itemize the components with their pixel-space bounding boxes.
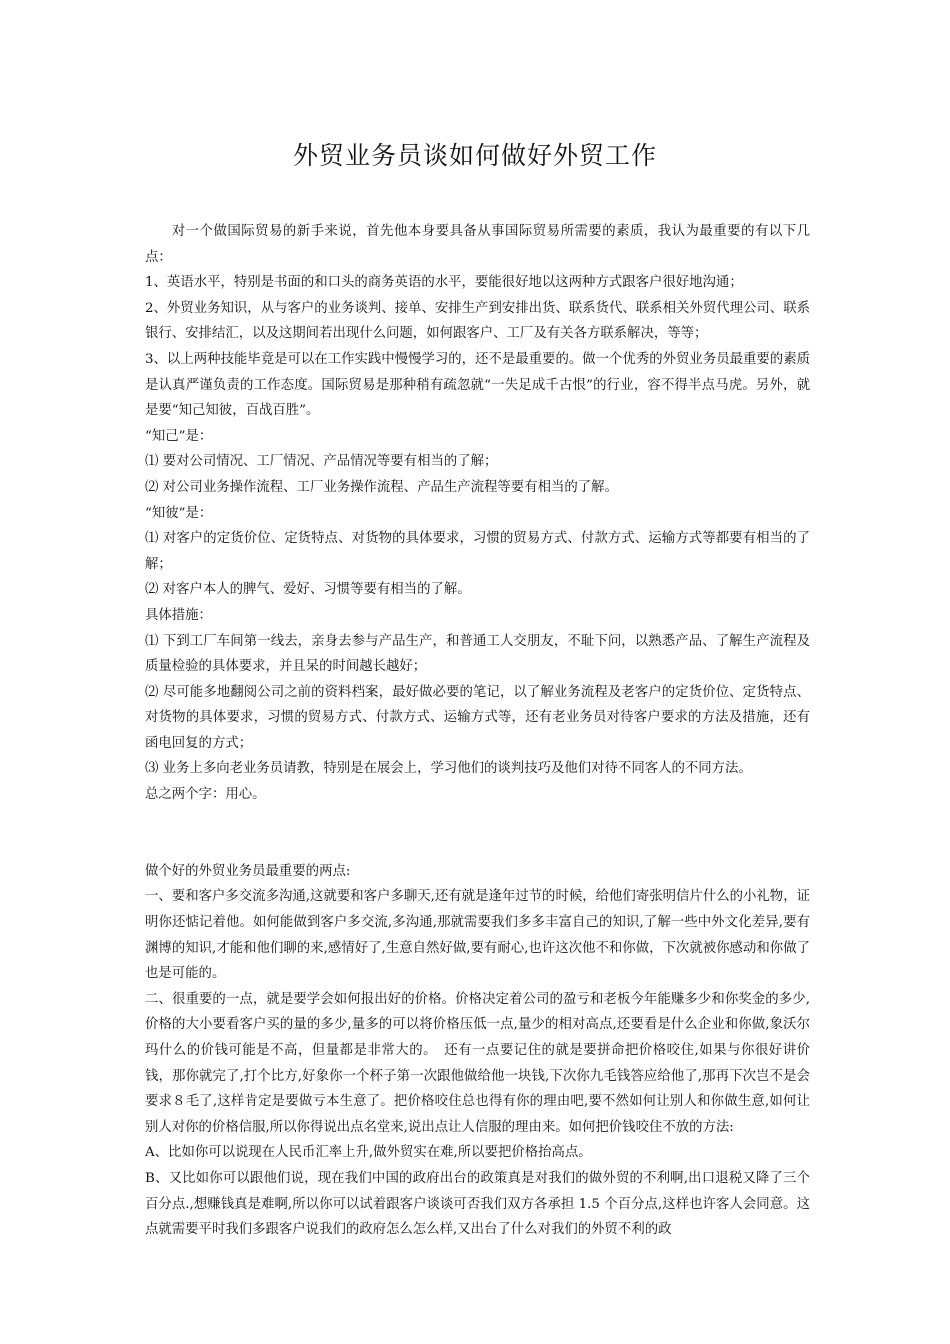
document-body <box>145 219 810 1243</box>
paragraph: 2、外贸业务知识，从与客户的业务谈判、接单、安排生产到安排出货、联系货代、联系相关外贸代理公司、联系银行、安排结汇，以及这期间若出现什么问题，如何跟客户、工厂及有关各方联系解决，等等； <box>145 300 810 342</box>
paragraph: 具体措施： <box>145 607 212 623</box>
paragraph: ⑵ 对公司业务操作流程、工厂业务操作流程、产品生产流程等要有相当的了解。 <box>145 479 618 495</box>
paragraph: 一、要和客户多交流多沟通,这就要和客户多聊天,还有就是逢年过节的时候，给他们寄张明信片什么的小礼物，证明你还惦记着他。如何能做到客户多交流,多沟通,那就需要我们多多丰富自己的知识,了解一些中外文化差异,要有渊博的知识,才能和他们聊的来,感情好了,生意自然好做,要有耐心,也许这次他不和你做，下次就被你感动和你做了也是可能的。 <box>145 889 810 982</box>
paragraph: ⑴ 下到工厂车间第一线去，亲身去参与产品生产，和普通工人交朋友，不耻下问，以熟悉产品、了解生产流程及质量检验的具体要求，并且呆的时间越长越好； <box>145 633 810 675</box>
paragraph: “知己”是： <box>145 428 213 444</box>
paragraph: ⑶ 业务上多向老业务员请教，特别是在展会上，学习他们的谈判技巧及他们对待不同客人的不同方法。 <box>145 761 752 777</box>
paragraph: 二、很重要的一点，就是要学会如何报出好的价格。价格决定着公司的盈亏和老板今年能赚多少和你奖金的多少,价格的大小要看客户买的量的多少,量多的可以将价格压低一点,量少的相对高点,还要看是什么企业和你做,象沃尔玛什么的价钱可能是不高，但量都是非常大的。 还有一点要记住的就是要拼命把价格咬住,如果与你很好讲价钱，那你就完了,打个比方,好象你一个杯子第一次跟他做给他一块钱,下次你九毛钱答应给他了,那再下次岂不是会要求８毛了,这样肯定是要做亏本生意了。把价格咬住总也得有你的理由吧,要不然如何让别人和你做生意,如何让别人对你的价格信服,所以你得说出点名堂来,说出点让人信服的理由来。如何把价钱咬住不放的方法: <box>145 991 810 1135</box>
paragraph: 做个好的外贸业务员最重要的两点: <box>145 863 351 879</box>
blank-line <box>145 833 810 859</box>
paragraph: ⑴ 对客户的定货价位、定货特点、对货物的具体要求，习惯的贸易方式、付款方式、运输方式等都要有相当的了解； <box>145 531 810 572</box>
paragraph: 总之两个字：用心。 <box>145 787 266 803</box>
paragraph: ⑴ 要对公司情况、工厂情况、产品情况等要有相当的了解； <box>145 454 498 470</box>
paragraph: ⑵ 对客户本人的脾气、爱好、习惯等要有相当的了解。 <box>145 582 471 598</box>
blank-line <box>145 808 810 834</box>
intro-paragraph: 对一个做国际贸易的新手来说，首先他本身要具备从事国际贸易所需要的素质，我认为最重要的有以下几点： <box>145 224 810 265</box>
document-title: 外贸业务员谈如何做好外贸工作 <box>292 141 657 170</box>
paragraph: ⑵ 尽可能多地翻阅公司之前的资料档案，最好做必要的笔记，以了解业务流程及老客户的定货价位、定货特点、对货物的具体要求，习惯的贸易方式、付款方式、运输方式等，还有老业务员对待客户要求的方法及措施，还有函电回复的方式； <box>145 684 810 751</box>
paragraph: “知彼”是： <box>145 505 213 521</box>
paragraph: 1、英语水平，特别是书面的和口头的商务英语的水平，要能很好地以这两种方式跟客户很好地沟通； <box>145 275 743 291</box>
paragraph: A、比如你可以说现在人民币汇率上升,做外贸实在难,所以要把价格抬高点。 <box>145 1145 592 1161</box>
paragraph: 3、以上两种技能毕竟是可以在工作实践中慢慢学习的，还不是最重要的。做一个优秀的外贸业务员最重要的素质是认真严谨负责的工作态度。国际贸易是那种稍有疏忽就“一失足成千古恨”的行业，容不得半点马虎。另外，就是要“知己知彼，百战百胜”。 <box>145 351 810 419</box>
paragraph: B、又比如你可以跟他们说，现在我们中国的政府出台的政策真是对我们的做外贸的不利啊,出口退税又降了三个百分点.,想赚钱真是难啊,所以你可以试着跟客户谈谈可否我们双方各承担 1.5 个百分点,这样也许客人会同意。这点就需要平时我们多跟客户说我们的政府怎么怎么样,又出台了什么对我们的外贸不利的政 <box>145 1170 810 1238</box>
